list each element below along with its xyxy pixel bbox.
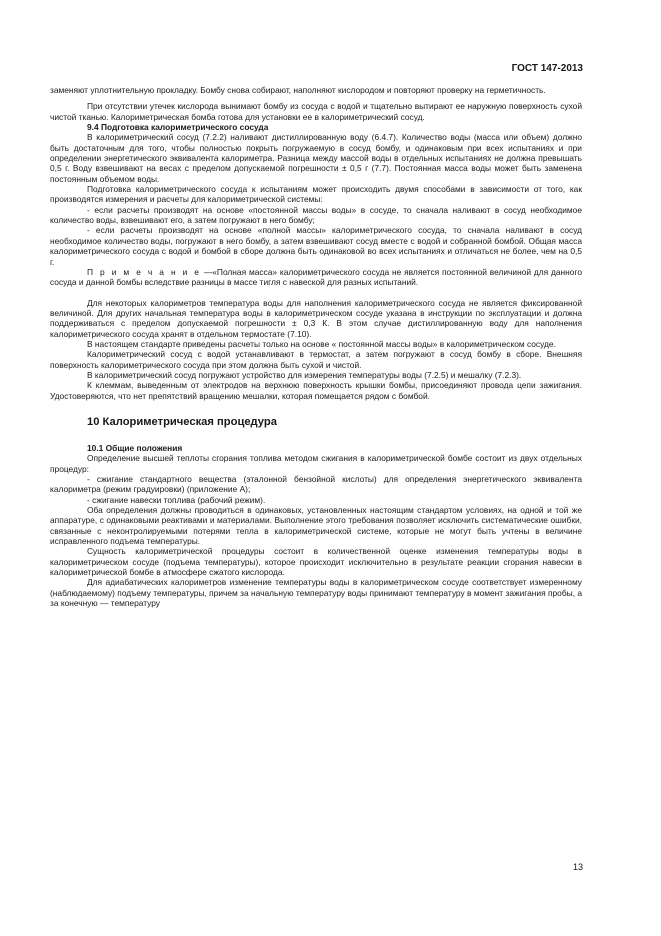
paragraph: Для некоторых калориметров температура воды для наполнения калориметрического сосуда не является фиксированной величиной. Для других начальная температура воды в калориметрическом сосуде указана в инструкции по эксплуатации и должна поддерживаться с пределом допускаемой погрешности ± 0,3 К. В этом случае дистиллированную воду для наполнения калориметрического сосуда хранят в отдельном термостате (7.10). <box>50 297 582 339</box>
paragraph: Сущность калориметрической процедуры состоит в количественной оценке изменения температуры воды в калориметрическом сосуде (подъема температуры), которое происходит исключительно в результате реакции сгорания навески в калориметрической бомбе в атмосфере сжатого кислорода. <box>50 546 582 578</box>
section-heading-10: 10 Калориметрическая процедура <box>87 415 277 428</box>
document-body <box>50 85 582 608</box>
subsection-heading-9-4: 9.4 Подготовка калориметрического сосуда <box>87 122 269 133</box>
list-item: - сжигание навески топлива (рабочий режим). <box>87 494 266 505</box>
doc-code: ГОСТ 147-2013 <box>511 63 583 74</box>
paragraph: К клеммам, выведенным от электродов на верхнюю поверхность крышки бомбы, присоединяют провода цепи зажигания. Удостоверяются, что нет препятствий вращению мешалки, которая помещается рядом с бомбой. <box>50 380 582 401</box>
paragraph: Для адиабатических калориметров изменение температуры воды в калориметрическом сосуде соответствует измеренному (наблюдаемому) подъему температуры, причем за начальную температуру воды принимают температуру в момент зажигания пробы, а за конечную — температуру <box>50 577 582 609</box>
paragraph: При отсутствии утечек кислорода вынимают бомбу из сосуда с водой и тщательно вытирают ее наружную поверхность сухой чистой тканью. Калориметрическая бомба готова для установки ее в калориметрический сосуд. <box>50 101 582 122</box>
paragraph: Определение высшей теплоты сгорания топлива методом сжигания в калориметрической бомбе состоит из двух отдельных процедур: <box>50 453 582 474</box>
list-item: - сжигание стандартного вещества (эталонной бензойной кислоты) для определения энергетического эквивалента калориметра (режим градуировки) (приложение А); <box>50 474 582 495</box>
paragraph: В калориметрический сосуд погружают устройство для измерения температуры воды (7.2.5) и мешалку (7.2.3). <box>87 369 522 380</box>
list-item: - если расчеты производят на основе «постоянной массы воды» в сосуде, то сначала наливают в сосуд необходимое количество воды, взвешивают его, а затем погружают в него бомбу; <box>50 204 582 226</box>
note-text: —«Полная масса» калориметрического сосуда не является постоянной величиной для данного сосуда и данной бомбы вследствие разницы в массе тигля с навеской для разных испытаний. <box>50 266 582 288</box>
subsection-heading-10-1: 10.1 Общие положения <box>87 442 183 453</box>
paragraph: В настоящем стандарте приведены расчеты только на основе « постоянной массы воды» в калориметрическом сосуде. <box>87 338 556 349</box>
paragraph: В калориметрический сосуд (7.2.2) наливают дистиллированную воду (6.4.7). Количество воды (масса или объем) должно быть достаточным для того, чтобы полностью покрыть погружаемую в сосуд бомбу, и одинаковым при всех испытаниях и при определении энергетического эквивалента калориметра. Разница между массой воды в отдельных испытаниях не должна превышать 0,5 г. Воду взвешивают на весах с пределом допускаемой погрешности ± 0,5 г (7.7). Постоянная масса воды может быть заменена постоянным объемом воды. <box>50 132 582 184</box>
list-item: - если расчеты производят на основе «полной массы» калориметрического сосуда, то сначала наливают в сосуд необходимое количество воды, погружают в него бомбу, а затем взвешивают сосуд вместе с водой и собранной бомбой. Общая масса калориметрического сосуда с водой и бомбой в сборе должна быть одинаковой во всех испытаниях и отличаться не более, чем на 0,5 г. <box>50 225 582 267</box>
page-number: 13 <box>572 862 583 872</box>
paragraph: Калориметрический сосуд с водой устанавливают в термостат, а затем погружают в сосуд бомбу в сборе. Внешняя поверхность калориметрического сосуда при этом должна быть сухой и чистой. <box>50 349 582 370</box>
note-label: П р и м е ч а н и е <box>87 266 202 277</box>
paragraph: Оба определения должны проводиться в одинаковых, установленных настоящим стандартом условиях, на одной и той же аппаратуре, с одинаковыми реактивами и материалами. Выполнение этого требования позволяет исключить систематические ошибки, связанные с неконтролируемыми потерями тепла в калориметрической системе, которые не могут быть учтены в величине исправленного подъема температуры. <box>50 505 582 547</box>
paragraph: заменяют уплотнительную прокладку. Бомбу снова собирают, наполняют кислородом и повторяют проверку на герметичность. <box>50 85 546 95</box>
note <box>50 267 582 288</box>
paragraph: Подготовка калориметрического сосуда к испытаниям может происходить двумя способами в зависимости от того, как производятся измерения и расчеты для калориметрической системы: <box>50 184 582 205</box>
